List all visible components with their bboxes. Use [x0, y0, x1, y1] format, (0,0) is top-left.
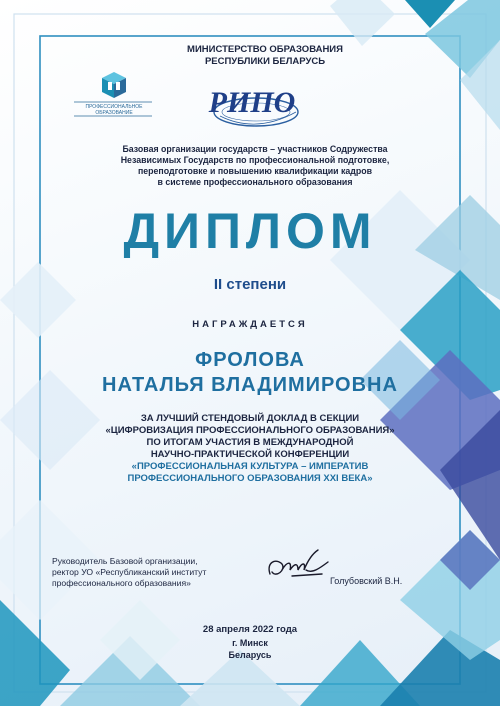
signatory-line-3: профессионального образования»	[52, 578, 191, 588]
po-caption-line-1: ПРОФЕССИОНАЛЬНОЕ	[85, 104, 143, 110]
ministry-header	[170, 44, 360, 68]
rippo-logo-text: РИПО	[208, 86, 296, 119]
org-line-4: в системе профессионального образования	[157, 177, 353, 187]
signatory-name: Голубовский В.Н.	[330, 576, 403, 586]
org-line-3: переподготовке и повышению квалификации кадров	[137, 166, 373, 176]
signatory-line-2: ректор УО «Республиканский институт	[52, 567, 207, 577]
rippo-institute-logo	[200, 76, 304, 132]
org-line-1: Базовая организации государств – участников Содружества	[122, 144, 388, 154]
reason-line-2: «ЦИФРОВИЗАЦИЯ ПРОФЕССИОНАЛЬНОГО ОБРАЗОВАНИЯ»	[105, 425, 395, 436]
diploma-degree: II степени	[213, 276, 287, 293]
reason-line-1: ЗА ЛУЧШИЙ СТЕНДОВЫЙ ДОКЛАД В СЕКЦИИ	[140, 413, 360, 424]
po-caption-line-2: ОБРАЗОВАНИЕ	[95, 110, 133, 116]
recipient-surname: ФРОЛОВА	[195, 349, 305, 371]
ministry-line-2: РЕСПУБЛИКИ БЕЛАРУСЬ	[204, 56, 326, 67]
award-country: Беларусь	[228, 650, 272, 660]
award-city: г. Минск	[232, 638, 268, 648]
diamond-top-right-3	[330, 0, 395, 46]
diploma-title: ДИПЛОМ	[123, 203, 377, 259]
award-reason	[80, 413, 420, 485]
signatory-line-1: Руководитель Базовой организации,	[52, 556, 198, 566]
reason-line-5: «ПРОФЕССИОНАЛЬНАЯ КУЛЬТУРА – ИМПЕРАТИВ	[131, 461, 369, 472]
ministry-line-1: МИНИСТЕРСТВО ОБРАЗОВАНИЯ	[187, 44, 343, 55]
reason-line-4: НАУЧНО-ПРАКТИЧЕСКОЙ КОНФЕРЕНЦИИ	[150, 449, 350, 460]
award-date: 28 апреля 2022 года	[202, 624, 298, 635]
po-logo-caption	[68, 104, 160, 116]
reason-line-6: ПРОФЕССИОНАЛЬНОГО ОБРАЗОВАНИЯ XXI ВЕКА»	[127, 473, 373, 484]
organization-description	[90, 144, 420, 188]
handwritten-signature	[262, 540, 334, 584]
org-line-2: Независимых Государств по профессиональной подготовке,	[120, 155, 390, 165]
reason-line-3: ПО ИТОГАМ УЧАСТИЯ В МЕЖДУНАРОДНОЙ	[146, 437, 354, 448]
recipient-given-names: НАТАЛЬЯ ВЛАДИМИРОВНА	[102, 374, 398, 396]
signatory-title	[52, 556, 252, 589]
awarded-label: НАГРАЖДАЕТСЯ	[192, 319, 308, 330]
